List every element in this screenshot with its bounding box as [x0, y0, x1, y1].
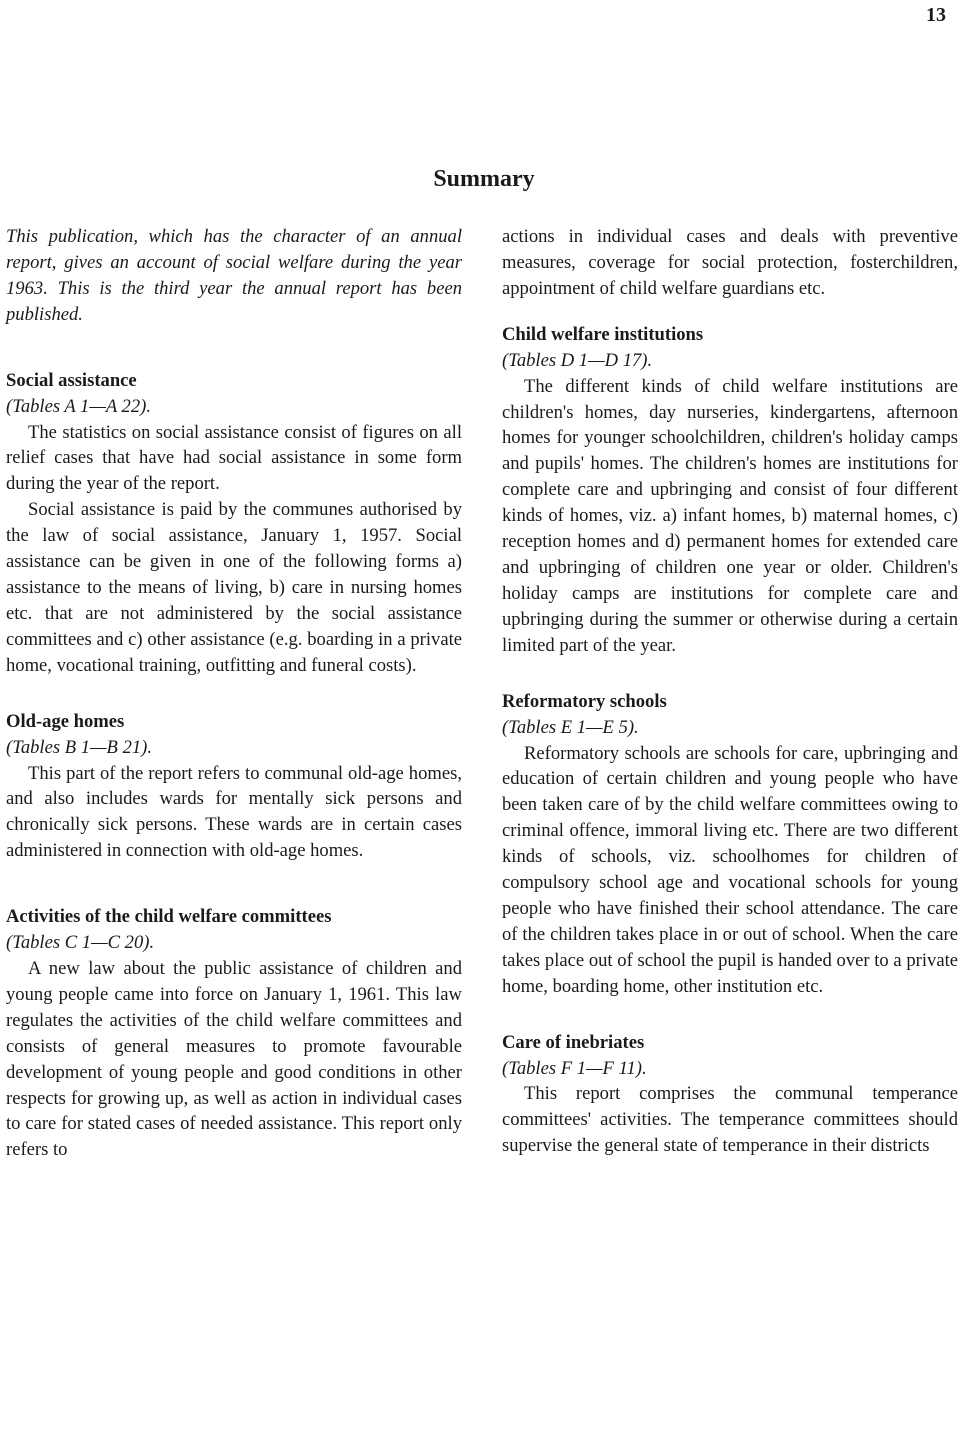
left-column — [6, 224, 462, 1163]
right-column — [502, 224, 958, 1159]
section-ref-social-assistance: (Tables A 1—A 22). — [6, 395, 151, 417]
section-heading-care-of-inebriates: Care of inebriates — [502, 1031, 645, 1053]
continuation-paragraph: actions in individual cases and deals with preventive measures, coverage for social protection, fosterchildren, appointment of child welfare guardians etc. — [502, 226, 958, 299]
section-heading-child-welfare-institutions: Child welfare institutions — [502, 323, 704, 345]
title-text: Summary — [433, 166, 535, 192]
section-ref-child-welfare-committees: (Tables C 1—C 20). — [6, 932, 155, 954]
social-assistance-paragraph-1: The statistics on social assistance consist of figures on all relief cases that have had social assistance in some form during the year of the report. — [6, 421, 462, 495]
page-title — [0, 166, 960, 193]
section-ref-care-of-inebriates: (Tables F 1—F 11). — [502, 1057, 647, 1079]
section-ref-old-age-homes: (Tables B 1—B 21). — [6, 736, 152, 758]
section-heading-child-welfare-committees: Activities of the child welfare committees — [6, 906, 332, 928]
reformatory-schools-paragraph: Reformatory schools are schools for care, upbringing and education of certain children and young people who have been taken care of by the child welfare committees owing to criminal offence, immoral living etc. There are two different kinds of schools, viz. schoolhomes for children of compulsory school age and vocational schools for young people who have finished their school attendance. The care of the children takes place in or out of school. When the care takes place out of school the pupil is handed over to a private home, boarding home, other institution etc. — [502, 742, 958, 997]
child-welfare-committees-paragraph: A new law about the public assistance of children and young people came into force on January 1, 1961. This law regulates the activities of the child welfare committees and consists of general measures to promote favourable development of young people and good conditions in other respects for growing up, as well as action in individual cases to care for stated cases of needed assistance. This report only refers to — [6, 958, 462, 1161]
old-age-homes-paragraph: This part of the report refers to communal old-age homes, and also includes wards for mentally sick persons and chronically sick persons. These wards are in certain cases administered in connection with old-age homes. — [6, 762, 462, 862]
section-ref-reformatory-schools: (Tables E 1—E 5). — [502, 716, 639, 738]
care-of-inebriates-paragraph: This report comprises the communal temperance committees' activities. The temperance committees should supervise the general state of temperance in their districts — [502, 1083, 958, 1157]
section-heading-old-age-homes: Old-age homes — [6, 710, 125, 732]
child-welfare-institutions-paragraph: The different kinds of child welfare institutions are children's homes, day nurseries, kindergartens, afternoon homes for younger schoolchildren, children's holiday camps and pupils' homes. The children's homes are institutions for complete care and upbringing and consist of four different kinds of homes, viz. a) infant homes, b) maternal homes, c) reception homes and d) permanent homes for extended care and upbringing of children one year or older. Children's holiday camps are institutions for complete care and upbringing during the summer or otherwise during a certain limited part of the year. — [502, 375, 958, 656]
section-ref-child-welfare-institutions: (Tables D 1—D 17). — [502, 349, 653, 371]
intro-paragraph: This publication, which has the character of an annual report, gives an account of social welfare during the year 1963. This is the third year the annual report has been published. — [6, 226, 462, 325]
section-heading-social-assistance: Social assistance — [6, 369, 137, 391]
social-assistance-paragraph-2: Social assistance is paid by the communes authorised by the law of social assistance, January 1, 1957. Social assistance can be given in one of the following forms a) assistance to the means of living, b) care in nursing homes etc. that are not administered by the social assistance committees and c) other assistance (e.g. boarding in a private home, vocational training, outfitting and funeral costs). — [6, 499, 462, 676]
section-heading-reformatory-schools: Reformatory schools — [502, 690, 667, 712]
page-number: 13 — [926, 4, 946, 26]
